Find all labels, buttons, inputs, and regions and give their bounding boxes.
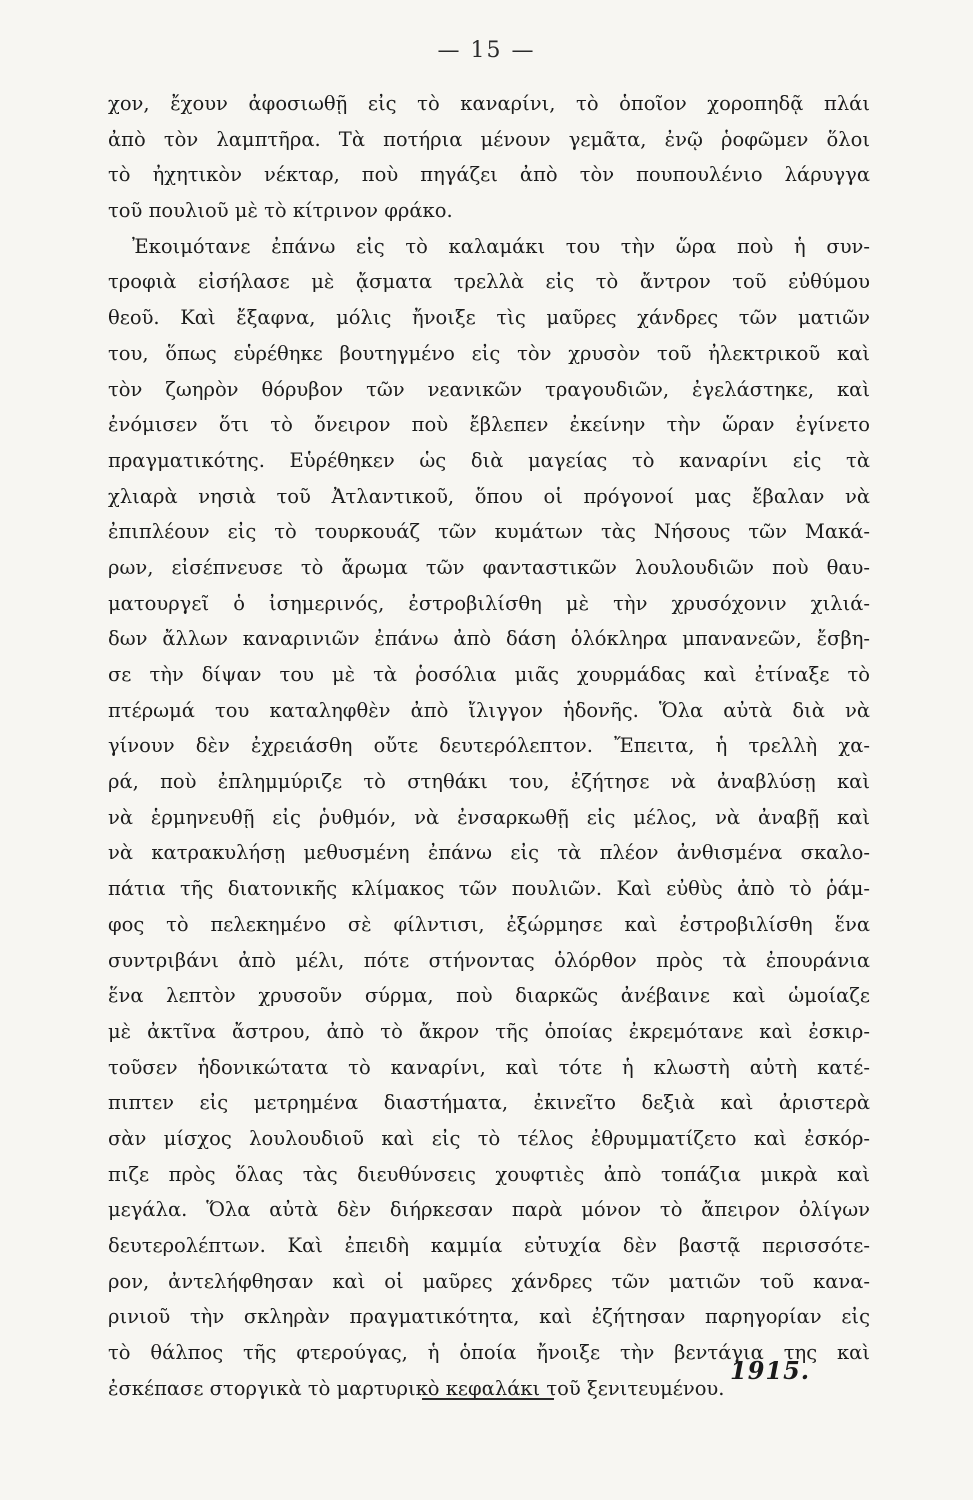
- text-line: ρά, ποὺ ἐπλημμύριζε τὸ στηθάκι του, ἐζήτησε νὰ ἀναβλύσῃ καὶ: [108, 770, 870, 794]
- text-line: πιπτεν εἰς μετρημένα διαστήματα, ἐκινεῖτο δεξιὰ καὶ ἀριστερὰ: [108, 1091, 870, 1115]
- body-text: [108, 86, 870, 1406]
- text-line: νὰ κατρακυλήσῃ μεθυσμένη ἐπάνω εἰς τὰ πλέον ἀνθισμένα σκαλο-: [108, 841, 870, 865]
- text-line: του, ὅπως εὑρέθηκε βουτηγμένο εἰς τὸν χρυσὸν τοῦ ἠλεκτρικοῦ καὶ: [108, 341, 870, 365]
- text-line: ρων, εἰσέπνευσε τὸ ἄρωμα τῶν φανταστικῶν λουλουδιῶν ποὺ θαυ-: [108, 555, 870, 579]
- text-line: μὲ ἀκτῖνα ἄστρου, ἀπὸ τὸ ἄκρον τῆς ὁποίας ἐκρεμότανε καὶ ἐσκιρ-: [108, 1019, 870, 1043]
- text-line: πιζε πρὸς ὅλας τὰς διευθύνσεις χουφτιὲς ἀπὸ τοπάζια μικρὰ καὶ: [108, 1162, 870, 1186]
- text-line: σε τὴν δίψαν του μὲ τὰ ῥοσόλια μιᾶς χουρμάδας καὶ ἐτίναξε τὸ: [108, 663, 870, 686]
- page-number: — 15 —: [437, 38, 536, 63]
- text-line: χλιαρὰ νησιὰ τοῦ Ἀτλαντικοῦ, ὅπου οἱ πρόγονοί μας ἔβαλαν νὰ: [108, 484, 870, 508]
- text-line: τὸ ἠχητικὸν νέκταρ, ποὺ πηγάζει ἀπὸ τὸν πουπουλένιο λάρυγγα: [108, 163, 870, 187]
- text-line: δων ἄλλων καναρινιῶν ἐπάνω ἀπὸ δάση ὁλόκληρα μπανανεῶν, ἔσβη-: [108, 627, 870, 651]
- text-line: τοῦσεν ἡδονικώτατα τὸ καναρίνι, καὶ τότε ἡ κλωστὴ αὐτὴ κατέ-: [108, 1055, 870, 1079]
- text-line: τὸ θάλπος τῆς φτερούγας, ἡ ὁποία ἤνοιξε τὴν βεντάγια της καὶ: [108, 1341, 870, 1365]
- text-line: συντριβάνι ἀπὸ μέλι, πότε στήνοντας ὁλόρθον πρὸς τὰ ἐπουράνια: [108, 948, 870, 972]
- text-line: μεγάλα. Ὅλα αὐτὰ δὲν διήρκεσαν παρὰ μόνον τὸ ἄπειρον ὀλίγων: [108, 1198, 870, 1222]
- text-line: ρον, ἀντελήφθησαν καὶ οἱ μαῦρες χάνδρες τῶν ματιῶν τοῦ κανα-: [108, 1269, 870, 1293]
- text-line: ἐνόμισεν ὅτι τὸ ὄνειρον ποὺ ἔβλεπεν ἐκείνην τὴν ὥραν ἐγίνετο: [108, 413, 870, 437]
- closing-rule: [422, 1398, 554, 1400]
- text-line: ἐπιπλέουν εἰς τὸ τουρκουάζ τῶν κυμάτων τὰς Νήσους τῶν Μακά-: [108, 520, 870, 544]
- text-line: ρινιοῦ τὴν σκληρὰν πραγματικότητα, καὶ ἐζήτησαν παρηγορίαν εἰς: [108, 1305, 870, 1329]
- text-line: νὰ ἑρμηνευθῇ εἰς ῥυθμόν, νὰ ἐνσαρκωθῇ εἰς μέλος, νὰ ἀναβῇ καὶ: [108, 805, 870, 829]
- text-line: πτέρωμά του καταληφθὲν ἀπὸ ἴλιγγον ἡδονῆς. Ὅλα αὐτὰ διὰ νὰ: [108, 698, 870, 722]
- text-line: ματουργεῖ ὁ ἰσημερινός, ἐστροβιλίσθη μὲ τὴν χρυσόχονιν χιλιά-: [108, 591, 870, 615]
- text-line: ἀπὸ τὸν λαμπτῆρα. Τὰ ποτήρια μένουν γεμᾶτα, ἐνῷ ῥοφῶμεν ὅλοι: [108, 127, 870, 151]
- text-line: γίνουν δὲν ἐχρειάσθη οὔτε δευτερόλεπτον. Ἔπειτα, ἡ τρελλὴ χα-: [108, 734, 870, 758]
- text-line: τὸν ζωηρὸν θόρυβον τῶν νεανικῶν τραγουδιῶν, ἐγελάστηκε, καὶ: [108, 377, 870, 401]
- text-line: Ἐκοιμότανε ἐπάνω εἰς τὸ καλαμάκι του τὴν ὥρα ποὺ ἡ συν-: [132, 234, 870, 258]
- text-line: φος τὸ πελεκημένο σὲ φίλντισι, ἐξώρμησε καὶ ἐστροβιλίσθη ἕνα: [108, 912, 870, 936]
- text-line: τοῦ πουλιοῦ μὲ τὸ κίτρινον φράκο.: [108, 199, 453, 223]
- date-signature: 1915.: [730, 1356, 811, 1385]
- text-line: σὰν μίσχος λουλουδιοῦ καὶ εἰς τὸ τέλος ἐθρυμματίζετο καὶ ἐσκόρ-: [108, 1126, 870, 1150]
- text-line: πάτια τῆς διατονικῆς κλίμακος τῶν πουλιῶν. Καὶ εὐθὺς ἀπὸ τὸ ῥάμ-: [108, 877, 870, 901]
- text-line: ἕνα λεπτὸν χρυσοῦν σύρμα, ποὺ διαρκῶς ἀνέβαινε καὶ ὡμοίαζε: [108, 984, 870, 1008]
- text-line: τροφιὰ εἰσήλασε μὲ ᾄσματα τρελλὰ εἰς τὸ ἄντρον τοῦ εὐθύμου: [108, 270, 870, 294]
- text-line: θεοῦ. Καὶ ἔξαφνα, μόλις ἤνοιξε τὶς μαῦρες χάνδρες τῶν ματιῶν: [108, 306, 870, 330]
- text-line: δευτερολέπτων. Καὶ ἐπειδὴ καμμία εὐτυχία δὲν βαστᾷ περισσότε-: [108, 1234, 870, 1257]
- text-line: χον, ἔχουν ἀφοσιωθῇ εἰς τὸ καναρίνι, τὸ ὁποῖον χοροπηδᾷ πλάι: [108, 92, 870, 115]
- text-line: πραγματικότης. Εὑρέθηκεν ὡς διὰ μαγείας τὸ καναρίνι εἰς τὰ: [108, 448, 870, 472]
- text-line: ἐσκέπασε στοργικὰ τὸ μαρτυρικὸ κεφαλάκι τοῦ ξενιτευμένου.: [108, 1376, 725, 1400]
